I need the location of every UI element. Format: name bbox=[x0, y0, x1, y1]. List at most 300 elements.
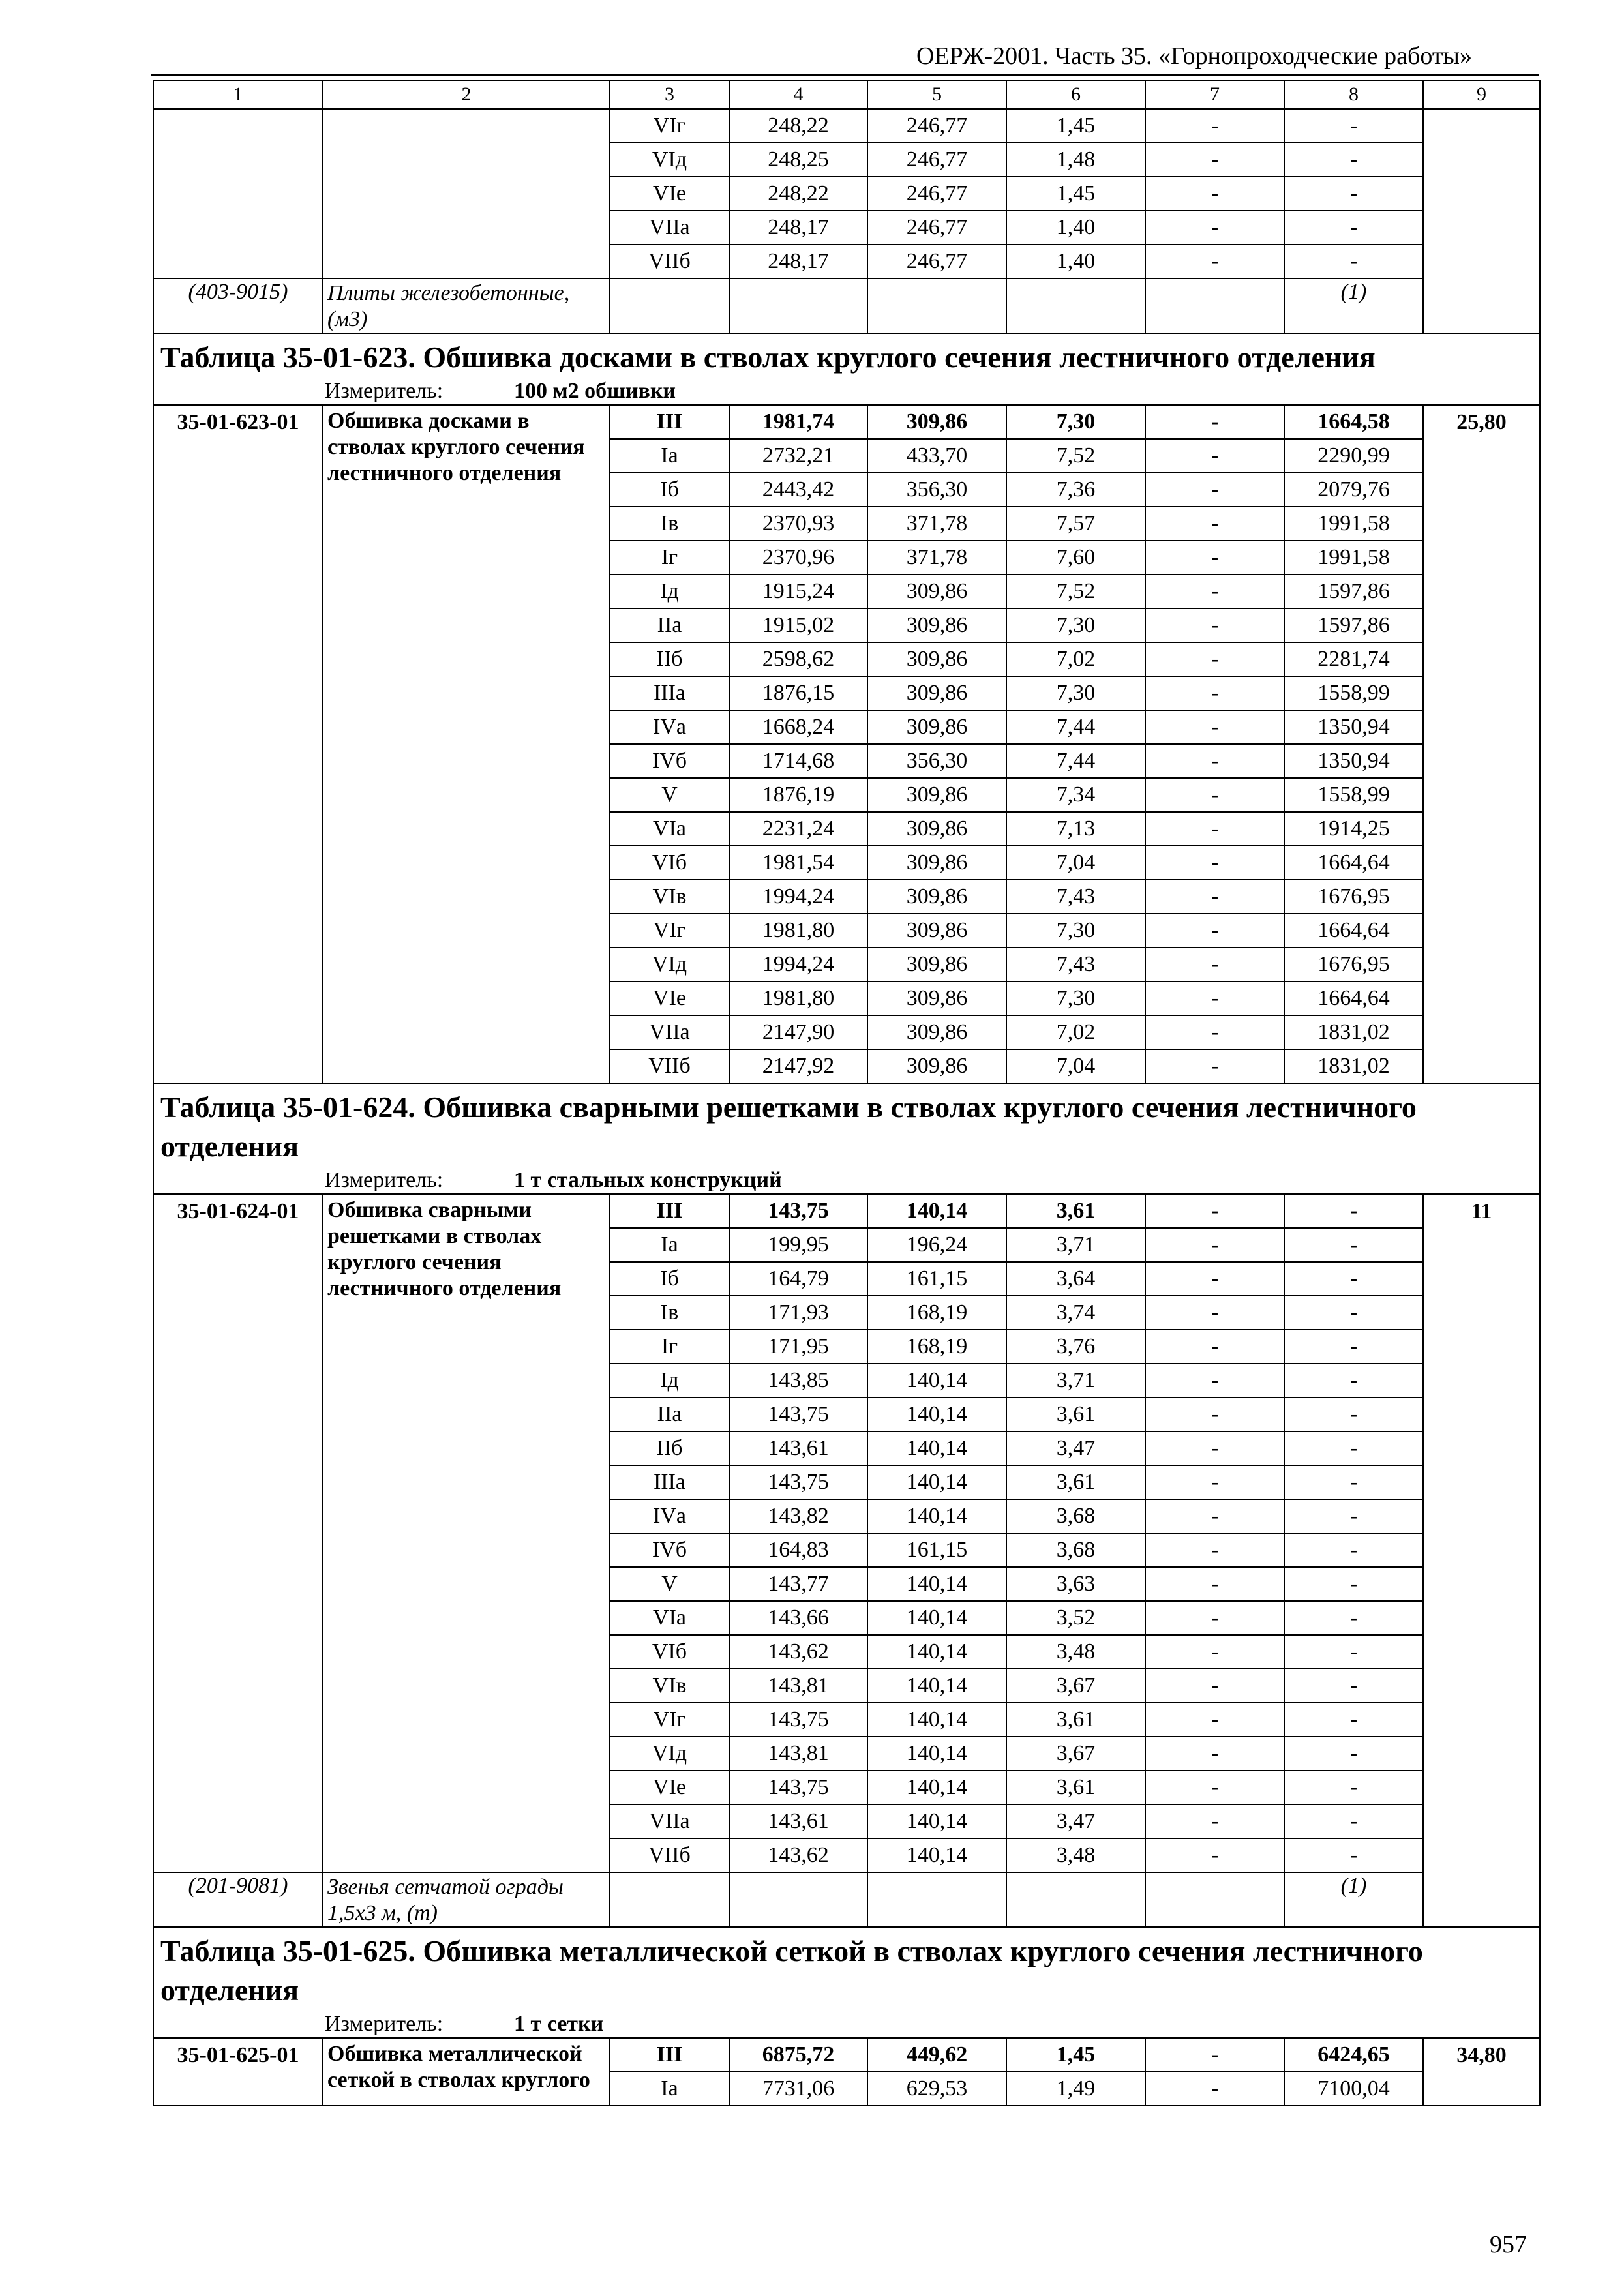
value-cell: 1,45 bbox=[1006, 109, 1145, 143]
value-cell: 168,19 bbox=[867, 1330, 1006, 1364]
value-cell: 7,04 bbox=[1006, 846, 1145, 880]
region-cell: VIв bbox=[610, 880, 729, 914]
empty-cell bbox=[867, 1872, 1006, 1927]
value-cell: 3,71 bbox=[1006, 1364, 1145, 1398]
value-cell: 309,86 bbox=[867, 575, 1006, 608]
value-cell: 7,52 bbox=[1006, 575, 1145, 608]
region-cell: Iд bbox=[610, 575, 729, 608]
measure-label: Измеритель: bbox=[325, 379, 444, 403]
region-cell: Iб bbox=[610, 1262, 729, 1296]
empty-cell bbox=[1423, 109, 1540, 333]
value-cell: 309,86 bbox=[867, 914, 1006, 948]
value-cell: - bbox=[1284, 1669, 1423, 1703]
value-cell: - bbox=[1284, 1635, 1423, 1669]
region-cell: Iа bbox=[610, 1228, 729, 1262]
value-cell: 7,30 bbox=[1006, 914, 1145, 948]
page-number: 957 bbox=[1490, 2231, 1527, 2258]
value-cell: 3,74 bbox=[1006, 1296, 1145, 1330]
value-cell: - bbox=[1284, 143, 1423, 177]
empty-cell bbox=[867, 278, 1006, 333]
rate-name: Обшивка сварными решетками в стволах круглого сечения лестничного отделения bbox=[323, 1194, 610, 1872]
value-cell: 3,68 bbox=[1006, 1533, 1145, 1567]
value-cell: 3,63 bbox=[1006, 1567, 1145, 1601]
column-number-row bbox=[153, 80, 1540, 109]
region-cell: IIа bbox=[610, 1398, 729, 1431]
value-cell: 309,86 bbox=[867, 1049, 1006, 1083]
section-title-row bbox=[153, 1927, 1540, 2011]
value-cell: 248,22 bbox=[729, 177, 867, 211]
value-cell: 6424,65 bbox=[1284, 2038, 1423, 2072]
value-cell: - bbox=[1145, 710, 1284, 744]
value-cell: 7,02 bbox=[1006, 642, 1145, 676]
value-cell: 3,67 bbox=[1006, 1737, 1145, 1771]
measure-cell bbox=[153, 378, 1540, 405]
region-cell: IIа bbox=[610, 608, 729, 642]
value-cell: - bbox=[1145, 1049, 1284, 1083]
value-cell: 1597,86 bbox=[1284, 608, 1423, 642]
value-cell: 140,14 bbox=[867, 1364, 1006, 1398]
region-cell: IIб bbox=[610, 1431, 729, 1465]
value-cell: 3,61 bbox=[1006, 1194, 1145, 1228]
value-cell: 246,77 bbox=[867, 245, 1006, 278]
value-cell: 171,93 bbox=[729, 1296, 867, 1330]
value-cell: 140,14 bbox=[867, 1838, 1006, 1872]
material-row bbox=[153, 278, 1540, 333]
value-cell: - bbox=[1145, 1364, 1284, 1398]
region-cell: VIг bbox=[610, 1703, 729, 1737]
measure-row bbox=[153, 378, 1540, 405]
value-cell: - bbox=[1145, 2072, 1284, 2106]
value-cell: 7,52 bbox=[1006, 439, 1145, 473]
measure-unit: 1 т сетки bbox=[514, 2012, 604, 2036]
value-cell: 3,48 bbox=[1006, 1635, 1145, 1669]
value-cell: 196,24 bbox=[867, 1228, 1006, 1262]
region-cell: IVа bbox=[610, 1499, 729, 1533]
value-cell: 1981,54 bbox=[729, 846, 867, 880]
value-cell: - bbox=[1145, 642, 1284, 676]
value-cell: 140,14 bbox=[867, 1669, 1006, 1703]
value-cell: 140,14 bbox=[867, 1601, 1006, 1635]
value-cell: 371,78 bbox=[867, 507, 1006, 541]
value-cell: 7,13 bbox=[1006, 812, 1145, 846]
value-cell: 246,77 bbox=[867, 143, 1006, 177]
value-cell: 140,14 bbox=[867, 1194, 1006, 1228]
value-cell: 1831,02 bbox=[1284, 1049, 1423, 1083]
value-cell: 629,53 bbox=[867, 2072, 1006, 2106]
value-cell: 1668,24 bbox=[729, 710, 867, 744]
section-title: Таблица 35-01-623. Обшивка досками в стволах круглого сечения лестничного отделения bbox=[153, 333, 1540, 378]
value-cell: 309,86 bbox=[867, 981, 1006, 1015]
value-cell: - bbox=[1145, 1567, 1284, 1601]
value-cell: - bbox=[1284, 245, 1423, 278]
region-cell: VIб bbox=[610, 846, 729, 880]
value-cell: 7,30 bbox=[1006, 608, 1145, 642]
value-cell: - bbox=[1145, 744, 1284, 778]
value-cell: - bbox=[1145, 1533, 1284, 1567]
value-cell: - bbox=[1145, 1330, 1284, 1364]
value-cell: 143,85 bbox=[729, 1364, 867, 1398]
value-cell: 3,61 bbox=[1006, 1703, 1145, 1737]
value-cell: 3,64 bbox=[1006, 1262, 1145, 1296]
value-cell: 1981,80 bbox=[729, 914, 867, 948]
value-cell: 7,60 bbox=[1006, 541, 1145, 575]
value-cell: 309,86 bbox=[867, 642, 1006, 676]
value-cell: - bbox=[1145, 507, 1284, 541]
value-cell: - bbox=[1145, 778, 1284, 812]
value-cell: - bbox=[1284, 1771, 1423, 1804]
value-cell: 309,86 bbox=[867, 948, 1006, 981]
value-cell: 3,76 bbox=[1006, 1330, 1145, 1364]
value-cell: 1876,15 bbox=[729, 676, 867, 710]
value-cell: 1991,58 bbox=[1284, 507, 1423, 541]
value-cell: 140,14 bbox=[867, 1567, 1006, 1601]
value-cell: - bbox=[1145, 143, 1284, 177]
region-cell: VIб bbox=[610, 1635, 729, 1669]
value-cell: 199,95 bbox=[729, 1228, 867, 1262]
value-cell: - bbox=[1284, 1296, 1423, 1330]
value-cell: 140,14 bbox=[867, 1703, 1006, 1737]
value-cell: 2147,92 bbox=[729, 1049, 867, 1083]
empty-cell bbox=[729, 1872, 867, 1927]
value-cell: - bbox=[1145, 473, 1284, 507]
empty-cell bbox=[610, 278, 729, 333]
value-cell: 371,78 bbox=[867, 541, 1006, 575]
value-cell: 140,14 bbox=[867, 1465, 1006, 1499]
value-cell: 140,14 bbox=[867, 1398, 1006, 1431]
value-cell: 7731,06 bbox=[729, 2072, 867, 2106]
value-cell: - bbox=[1145, 211, 1284, 245]
region-cell: VIа bbox=[610, 812, 729, 846]
value-cell: - bbox=[1145, 846, 1284, 880]
material-value: (1) bbox=[1284, 278, 1423, 333]
value-cell: 1,40 bbox=[1006, 245, 1145, 278]
region-cell: Iб bbox=[610, 473, 729, 507]
value-cell: 309,86 bbox=[867, 710, 1006, 744]
measure-cell bbox=[153, 1167, 1540, 1194]
value-cell: - bbox=[1284, 1431, 1423, 1465]
value-cell: 1558,99 bbox=[1284, 778, 1423, 812]
value-cell: 143,81 bbox=[729, 1737, 867, 1771]
value-cell: 168,19 bbox=[867, 1296, 1006, 1330]
value-cell: 143,75 bbox=[729, 1703, 867, 1737]
measure-cell bbox=[153, 2011, 1540, 2038]
value-cell: 309,86 bbox=[867, 880, 1006, 914]
region-cell: VIг bbox=[610, 109, 729, 143]
value-cell: 1,45 bbox=[1006, 177, 1145, 211]
region-cell: III bbox=[610, 2038, 729, 2072]
value-cell: - bbox=[1145, 812, 1284, 846]
header-rule bbox=[151, 74, 1539, 76]
value-cell: - bbox=[1145, 914, 1284, 948]
value-cell: - bbox=[1284, 1737, 1423, 1771]
value-cell: 1994,24 bbox=[729, 880, 867, 914]
value-cell: 246,77 bbox=[867, 211, 1006, 245]
value-cell: 171,95 bbox=[729, 1330, 867, 1364]
value-cell: 1981,74 bbox=[729, 405, 867, 439]
value-cell: 143,61 bbox=[729, 1431, 867, 1465]
value-cell: 1915,02 bbox=[729, 608, 867, 642]
value-cell: - bbox=[1284, 1567, 1423, 1601]
region-cell: IVб bbox=[610, 744, 729, 778]
column-number: 6 bbox=[1006, 80, 1145, 109]
empty-cell bbox=[1006, 1872, 1145, 1927]
value-cell: 1981,80 bbox=[729, 981, 867, 1015]
value-cell: - bbox=[1145, 1804, 1284, 1838]
region-cell: III bbox=[610, 405, 729, 439]
value-cell: - bbox=[1145, 1015, 1284, 1049]
value-cell: 309,86 bbox=[867, 608, 1006, 642]
value-cell: - bbox=[1284, 1194, 1423, 1228]
value-cell: - bbox=[1145, 1262, 1284, 1296]
value-cell: 309,86 bbox=[867, 778, 1006, 812]
value-cell: 356,30 bbox=[867, 744, 1006, 778]
value-cell: - bbox=[1284, 1262, 1423, 1296]
value-cell: - bbox=[1284, 109, 1423, 143]
region-cell: VIIб bbox=[610, 1049, 729, 1083]
value-cell: 140,14 bbox=[867, 1737, 1006, 1771]
table-row bbox=[153, 109, 1540, 143]
rate-name: Обшивка досками в стволах круглого сечения лестничного отделения bbox=[323, 405, 610, 1083]
value-cell: - bbox=[1145, 1194, 1284, 1228]
empty-cell bbox=[729, 278, 867, 333]
value-cell: - bbox=[1145, 1669, 1284, 1703]
measure-unit: 100 м2 обшивки bbox=[514, 379, 676, 403]
value-cell: 1676,95 bbox=[1284, 948, 1423, 981]
value-cell: - bbox=[1145, 1296, 1284, 1330]
value-cell: - bbox=[1284, 1330, 1423, 1364]
value-cell: - bbox=[1145, 1771, 1284, 1804]
rates-table bbox=[153, 80, 1541, 2106]
value-cell: 3,52 bbox=[1006, 1601, 1145, 1635]
value-cell: 2732,21 bbox=[729, 439, 867, 473]
value-cell: 309,86 bbox=[867, 846, 1006, 880]
value-cell: - bbox=[1284, 1804, 1423, 1838]
value-cell: 143,75 bbox=[729, 1398, 867, 1431]
measure-row bbox=[153, 2011, 1540, 2038]
value-cell: 246,77 bbox=[867, 109, 1006, 143]
value-cell: 140,14 bbox=[867, 1771, 1006, 1804]
value-cell: 140,14 bbox=[867, 1431, 1006, 1465]
value-cell: 3,47 bbox=[1006, 1804, 1145, 1838]
value-cell: 3,68 bbox=[1006, 1499, 1145, 1533]
value-cell: - bbox=[1145, 1737, 1284, 1771]
region-cell: Iд bbox=[610, 1364, 729, 1398]
value-cell: 1831,02 bbox=[1284, 1015, 1423, 1049]
value-cell: 143,61 bbox=[729, 1804, 867, 1838]
region-cell: VIе bbox=[610, 981, 729, 1015]
value-cell: - bbox=[1145, 1499, 1284, 1533]
value-cell: 3,47 bbox=[1006, 1431, 1145, 1465]
value-cell: 7,02 bbox=[1006, 1015, 1145, 1049]
value-cell: 7,43 bbox=[1006, 948, 1145, 981]
value-cell: - bbox=[1145, 1838, 1284, 1872]
value-cell: 1,40 bbox=[1006, 211, 1145, 245]
value-cell: 1664,58 bbox=[1284, 405, 1423, 439]
value-cell: - bbox=[1284, 1838, 1423, 1872]
value-cell: 2598,62 bbox=[729, 642, 867, 676]
value-cell: - bbox=[1145, 2038, 1284, 2072]
column-number: 1 bbox=[153, 80, 323, 109]
empty-cell bbox=[610, 1872, 729, 1927]
region-cell: VIа bbox=[610, 1601, 729, 1635]
rate-name: Обшивка металлической сеткой в стволах круглого bbox=[323, 2038, 610, 2106]
value-cell: 309,86 bbox=[867, 812, 1006, 846]
value-cell: - bbox=[1284, 1601, 1423, 1635]
column-9-value: 25,80 bbox=[1423, 405, 1540, 1083]
empty-cell bbox=[1145, 278, 1284, 333]
value-cell: - bbox=[1145, 541, 1284, 575]
value-cell: 143,75 bbox=[729, 1194, 867, 1228]
column-9-value: 11 bbox=[1423, 1194, 1540, 1927]
value-cell: 1991,58 bbox=[1284, 541, 1423, 575]
value-cell: 3,61 bbox=[1006, 1398, 1145, 1431]
rate-code: 35-01-623-01 bbox=[153, 405, 323, 1083]
value-cell: 1876,19 bbox=[729, 778, 867, 812]
value-cell: 3,48 bbox=[1006, 1838, 1145, 1872]
value-cell: - bbox=[1145, 245, 1284, 278]
region-cell: VIIа bbox=[610, 211, 729, 245]
region-cell: Iг bbox=[610, 541, 729, 575]
value-cell: 1664,64 bbox=[1284, 981, 1423, 1015]
value-cell: 309,86 bbox=[867, 676, 1006, 710]
value-cell: 143,77 bbox=[729, 1567, 867, 1601]
value-cell: 1,45 bbox=[1006, 2038, 1145, 2072]
value-cell: 2281,74 bbox=[1284, 642, 1423, 676]
value-cell: 143,62 bbox=[729, 1838, 867, 1872]
value-cell: 7,34 bbox=[1006, 778, 1145, 812]
value-cell: 161,15 bbox=[867, 1533, 1006, 1567]
empty-cell bbox=[323, 109, 610, 278]
region-cell: VIг bbox=[610, 914, 729, 948]
column-number: 2 bbox=[323, 80, 610, 109]
value-cell: - bbox=[1284, 1398, 1423, 1431]
value-cell: - bbox=[1145, 880, 1284, 914]
value-cell: 143,66 bbox=[729, 1601, 867, 1635]
column-number: 5 bbox=[867, 80, 1006, 109]
value-cell: 2079,76 bbox=[1284, 473, 1423, 507]
region-cell: V bbox=[610, 778, 729, 812]
column-number: 9 bbox=[1423, 80, 1540, 109]
region-cell: Iа bbox=[610, 439, 729, 473]
material-row bbox=[153, 1872, 1540, 1927]
material-name: Звенья сетчатой ограды 1,5х3 м, (т) bbox=[323, 1872, 610, 1927]
value-cell: - bbox=[1284, 1228, 1423, 1262]
value-cell: - bbox=[1145, 575, 1284, 608]
value-cell: - bbox=[1145, 109, 1284, 143]
value-cell: 2147,90 bbox=[729, 1015, 867, 1049]
table-row bbox=[153, 2038, 1540, 2072]
value-cell: 2290,99 bbox=[1284, 439, 1423, 473]
value-cell: 7,36 bbox=[1006, 473, 1145, 507]
region-cell: Iв bbox=[610, 1296, 729, 1330]
value-cell: - bbox=[1145, 1465, 1284, 1499]
value-cell: 7,30 bbox=[1006, 405, 1145, 439]
value-cell: - bbox=[1145, 1703, 1284, 1737]
column-number: 8 bbox=[1284, 80, 1423, 109]
value-cell: - bbox=[1284, 211, 1423, 245]
region-cell: VIд bbox=[610, 948, 729, 981]
value-cell: 1676,95 bbox=[1284, 880, 1423, 914]
value-cell: 140,14 bbox=[867, 1804, 1006, 1838]
region-cell: VIд bbox=[610, 1737, 729, 1771]
value-cell: 248,25 bbox=[729, 143, 867, 177]
region-cell: IIIа bbox=[610, 676, 729, 710]
value-cell: 1558,99 bbox=[1284, 676, 1423, 710]
region-cell: IIб bbox=[610, 642, 729, 676]
region-cell: VIе bbox=[610, 177, 729, 211]
section-title-row bbox=[153, 333, 1540, 378]
value-cell: - bbox=[1145, 676, 1284, 710]
value-cell: 1914,25 bbox=[1284, 812, 1423, 846]
region-cell: Iв bbox=[610, 507, 729, 541]
value-cell: 161,15 bbox=[867, 1262, 1006, 1296]
value-cell: 449,62 bbox=[867, 2038, 1006, 2072]
value-cell: - bbox=[1145, 1228, 1284, 1262]
column-number: 7 bbox=[1145, 80, 1284, 109]
value-cell: - bbox=[1145, 177, 1284, 211]
column-number: 4 bbox=[729, 80, 867, 109]
value-cell: 309,86 bbox=[867, 1015, 1006, 1049]
value-cell: 7,43 bbox=[1006, 880, 1145, 914]
empty-cell bbox=[153, 109, 323, 278]
value-cell: 2231,24 bbox=[729, 812, 867, 846]
value-cell: - bbox=[1145, 1431, 1284, 1465]
value-cell: 1994,24 bbox=[729, 948, 867, 981]
section-title-row bbox=[153, 1083, 1540, 1167]
value-cell: - bbox=[1284, 1465, 1423, 1499]
region-cell: VIе bbox=[610, 1771, 729, 1804]
material-code: (201-9081) bbox=[153, 1872, 323, 1927]
column-number: 3 bbox=[610, 80, 729, 109]
value-cell: - bbox=[1284, 1533, 1423, 1567]
value-cell: 140,14 bbox=[867, 1635, 1006, 1669]
value-cell: 1915,24 bbox=[729, 575, 867, 608]
section-title: Таблица 35-01-625. Обшивка металлической сеткой в стволах круглого сечения лестничного отделения bbox=[153, 1927, 1540, 2011]
value-cell: 2443,42 bbox=[729, 473, 867, 507]
region-cell: III bbox=[610, 1194, 729, 1228]
value-cell: 6875,72 bbox=[729, 2038, 867, 2072]
value-cell: - bbox=[1145, 439, 1284, 473]
value-cell: 3,71 bbox=[1006, 1228, 1145, 1262]
region-cell: Iг bbox=[610, 1330, 729, 1364]
value-cell: 1664,64 bbox=[1284, 914, 1423, 948]
measure-label: Измеритель: bbox=[325, 2012, 444, 2036]
value-cell: 143,62 bbox=[729, 1635, 867, 1669]
value-cell: 2370,96 bbox=[729, 541, 867, 575]
value-cell: 1714,68 bbox=[729, 744, 867, 778]
value-cell: 356,30 bbox=[867, 473, 1006, 507]
value-cell: 143,75 bbox=[729, 1465, 867, 1499]
region-cell: VIв bbox=[610, 1669, 729, 1703]
value-cell: - bbox=[1145, 1601, 1284, 1635]
value-cell: - bbox=[1145, 981, 1284, 1015]
value-cell: 7,30 bbox=[1006, 981, 1145, 1015]
value-cell: 7,44 bbox=[1006, 744, 1145, 778]
value-cell: 7100,04 bbox=[1284, 2072, 1423, 2106]
value-cell: 248,17 bbox=[729, 211, 867, 245]
column-9-value: 34,80 bbox=[1423, 2038, 1540, 2106]
value-cell: - bbox=[1145, 1398, 1284, 1431]
region-cell: V bbox=[610, 1567, 729, 1601]
value-cell: 1,48 bbox=[1006, 143, 1145, 177]
value-cell: 3,61 bbox=[1006, 1465, 1145, 1499]
value-cell: 433,70 bbox=[867, 439, 1006, 473]
value-cell: 1,49 bbox=[1006, 2072, 1145, 2106]
region-cell: VIIа bbox=[610, 1015, 729, 1049]
region-cell: Iа bbox=[610, 2072, 729, 2106]
measure-row bbox=[153, 1167, 1540, 1194]
value-cell: 143,75 bbox=[729, 1771, 867, 1804]
